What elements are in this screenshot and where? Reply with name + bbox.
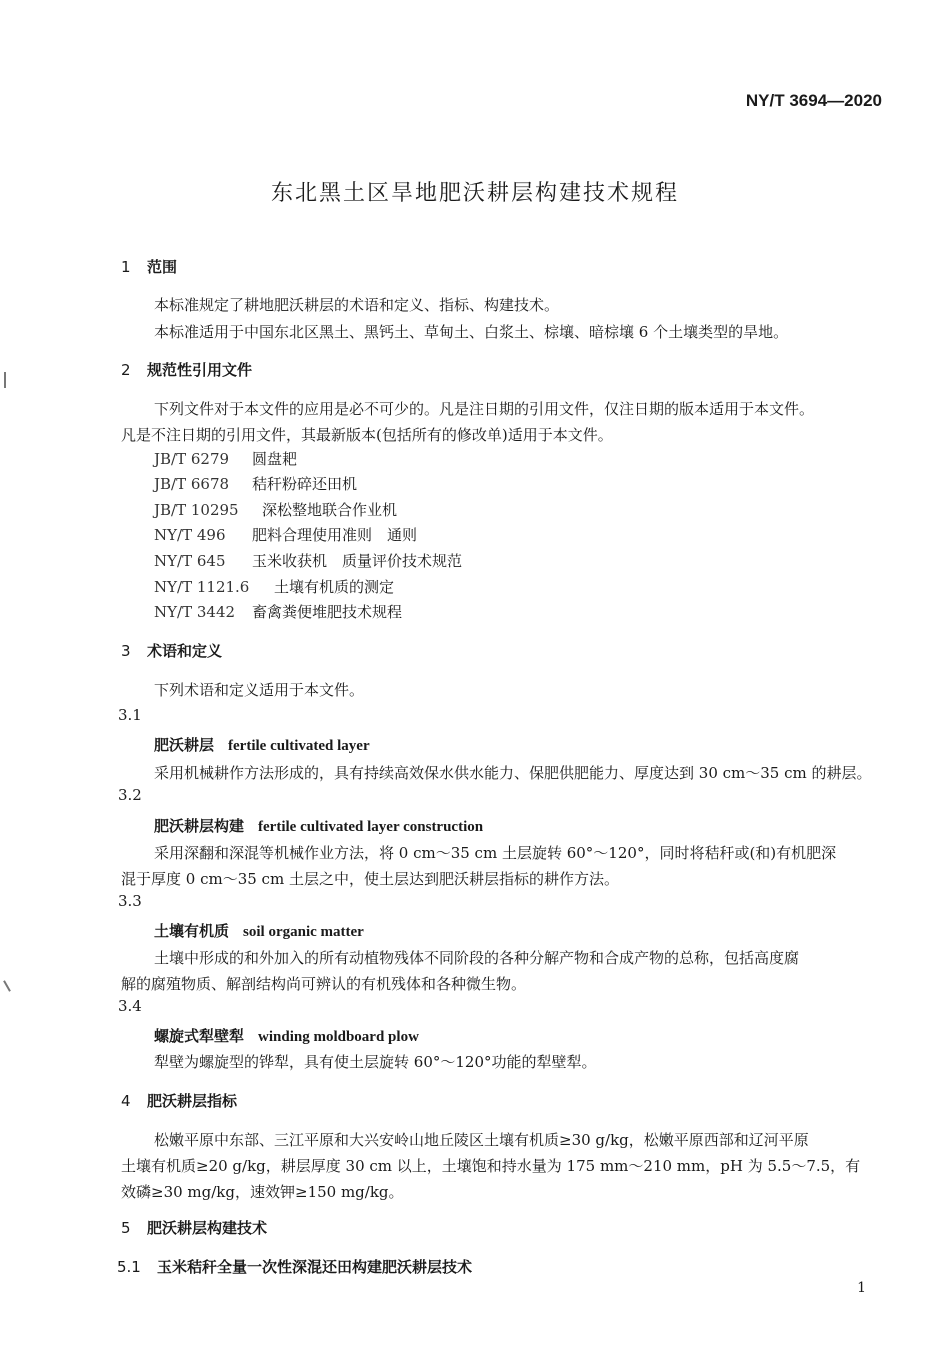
section-title: 规范性引用文件	[147, 361, 253, 379]
section-number: 4	[121, 1092, 131, 1110]
section-number: 2	[121, 361, 131, 379]
standard-number: NY/T 3694—2020	[745, 91, 882, 110]
definition: 采用机械耕作方法形成的，具有持续高效保水供水能力、保肥供肥能力、厚度达到 30 cm～35 cm 的耕层。	[154, 764, 872, 782]
section-heading-2	[121, 359, 252, 380]
section-title: 范围	[147, 258, 178, 276]
paragraph: 本标准规定了耕地肥沃耕层的术语和定义、指标、构建技术。	[154, 296, 560, 314]
section-heading-3	[121, 640, 222, 661]
paragraph: 土壤有机质≥20 g/kg，耕层厚度 30 cm 以上，土壤饱和持水量为 175 mm～210 mm，pH 为 5.5～7.5，有	[121, 1157, 861, 1175]
reference-code: NY/T 496	[154, 526, 226, 544]
subsection-heading-5-1	[117, 1256, 472, 1277]
reference-item	[154, 473, 357, 494]
reference-title: 深松整地联合作业机	[262, 501, 398, 519]
term-zh: 肥沃耕层构建	[154, 817, 245, 835]
reference-item	[154, 601, 402, 622]
paragraph: 本标准适用于中国东北区黑土、黑钙土、草甸土、白浆土、棕壤、暗棕壤 6 个土壤类型的旱地。	[154, 323, 789, 341]
reference-title: 肥料合理使用准则 通则	[252, 526, 418, 544]
section-title: 肥沃耕层指标	[147, 1092, 238, 1110]
term-number: 3.1	[118, 706, 142, 724]
section-number: 5	[121, 1219, 131, 1237]
term-heading	[154, 734, 370, 755]
reference-title: 圆盘耙	[252, 450, 298, 468]
definition: 犁壁为螺旋型的铧犁，具有使土层旋转 60°～120°功能的犁壁犁。	[154, 1053, 597, 1071]
paragraph: 效磷≥30 mg/kg，速效钾≥150 mg/kg。	[121, 1183, 404, 1201]
scan-mark	[4, 372, 6, 388]
term-zh: 螺旋式犁壁犁	[154, 1027, 245, 1045]
reference-title: 玉米收获机 质量评价技术规范	[252, 552, 463, 570]
paragraph: 下列术语和定义适用于本文件。	[154, 681, 365, 699]
section-heading-1	[121, 256, 177, 277]
reference-title: 土壤有机质的测定	[274, 578, 395, 596]
term-heading	[154, 815, 483, 836]
term-number: 3.4	[118, 997, 142, 1015]
term-zh: 肥沃耕层	[154, 736, 215, 754]
term-en: fertile cultivated layer	[228, 738, 370, 754]
paragraph: 松嫩平原中东部、三江平原和大兴安岭山地丘陵区土壤有机质≥30 g/kg，松嫩平原西部和辽河平原	[154, 1131, 809, 1149]
term-zh: 土壤有机质	[154, 922, 230, 940]
section-title: 术语和定义	[147, 642, 223, 660]
term-heading	[154, 920, 364, 941]
subsection-number: 5.1	[117, 1258, 141, 1276]
term-en: fertile cultivated layer construction	[258, 819, 484, 835]
reference-item	[154, 524, 417, 545]
definition: 采用深翻和深混等机械作业方法，将 0 cm～35 cm 土层旋转 60°～120°，同时将秸秆或(和)有机肥深	[154, 844, 837, 862]
definition: 解的腐殖物质、解剖结构尚可辨认的有机残体和各种微生物。	[121, 975, 527, 993]
section-title: 肥沃耕层构建技术	[147, 1219, 268, 1237]
reference-code: JB/T 6279	[154, 450, 230, 468]
section-heading-5	[121, 1217, 267, 1238]
reference-code: JB/T 10295	[154, 501, 239, 519]
reference-item	[154, 448, 297, 469]
reference-title: 秸秆粉碎还田机	[252, 475, 358, 493]
reference-code: NY/T 3442	[154, 603, 236, 621]
paragraph: 凡是不注日期的引用文件，其最新版本(包括所有的修改单)适用于本文件。	[121, 426, 613, 444]
term-number: 3.2	[118, 786, 142, 804]
page-number: 1	[857, 1280, 866, 1296]
subsection-title: 玉米秸秆全量一次性深混还田构建肥沃耕层技术	[157, 1258, 473, 1276]
paragraph: 下列文件对于本文件的应用是必不可少的。凡是注日期的引用文件，仅注日期的版本适用于本文件。	[154, 400, 815, 418]
reference-title: 畜禽粪便堆肥技术规程	[252, 603, 403, 621]
section-number: 3	[121, 642, 131, 660]
section-heading-4	[121, 1090, 237, 1111]
scan-mark	[3, 980, 11, 991]
reference-code: JB/T 6678	[154, 475, 230, 493]
definition: 混于厚度 0 cm～35 cm 土层之中，使土层达到肥沃耕层指标的耕作方法。	[121, 870, 619, 888]
reference-item	[154, 499, 397, 520]
term-en: winding moldboard plow	[258, 1029, 419, 1045]
term-en: soil organic matter	[243, 924, 364, 940]
term-number: 3.3	[118, 892, 142, 910]
section-number: 1	[121, 258, 131, 276]
reference-item	[154, 576, 394, 597]
reference-code: NY/T 645	[154, 552, 226, 570]
reference-code: NY/T 1121.6	[154, 578, 250, 596]
definition: 土壤中形成的和外加入的所有动植物残体不同阶段的各种分解产物和合成产物的总称，包括高度腐	[154, 949, 800, 967]
term-heading	[154, 1025, 419, 1046]
document-title: 东北黑土区旱地肥沃耕层构建技术规程	[270, 181, 679, 206]
reference-item	[154, 550, 462, 571]
